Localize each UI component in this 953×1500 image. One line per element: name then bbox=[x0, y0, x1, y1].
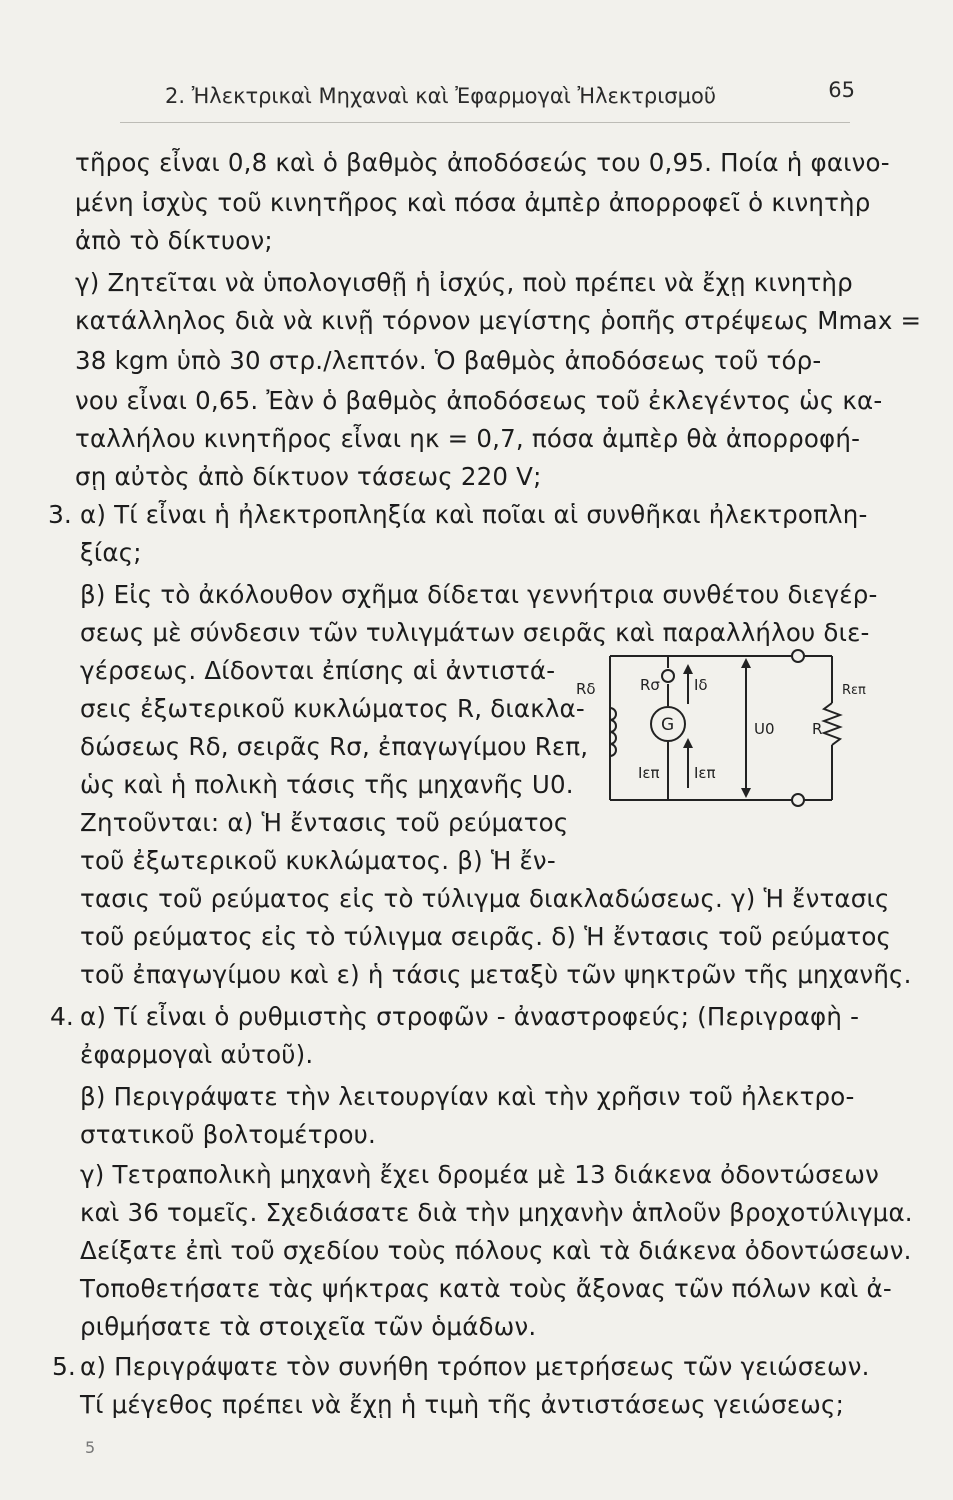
label-iep-2: Iεπ bbox=[694, 764, 716, 782]
text-line: στατικοῦ βολτομέτρου. bbox=[80, 1120, 377, 1149]
terminal-top bbox=[792, 650, 804, 662]
arrow-up-icon bbox=[683, 738, 693, 748]
text-line: 38 kgm ὑπὸ 30 στρ./λεπτόν. Ὁ βαθμὸς ἀποδόσεως τοῦ τόρ- bbox=[75, 346, 822, 375]
text-line: σῃ αὐτὸς ἀπὸ δίκτυον τάσεως 220 V; bbox=[75, 462, 542, 491]
label-r: R bbox=[812, 720, 823, 738]
text-line: ξίας; bbox=[80, 538, 142, 567]
text-line: β) Περιγράψατε τὴν λειτουργίαν καὶ τὴν χρῆσιν τοῦ ἠλεκτρο- bbox=[80, 1082, 855, 1111]
label-id: Iδ bbox=[694, 676, 708, 694]
text-line: α) Τί εἶναι ὁ ρυθμιστὴς στροφῶν - ἀναστροφεύς; (Περιγραφὴ - bbox=[80, 1002, 860, 1031]
text-line: Τί μέγεθος πρέπει νὰ ἔχῃ ἡ τιμὴ τῆς ἀντιστάσεως γειώσεως; bbox=[80, 1390, 845, 1419]
label-rep: Rεπ bbox=[842, 683, 866, 698]
text-line: ριθμήσατε τὰ στοιχεῖα τῶν ὁμάδων. bbox=[80, 1312, 537, 1341]
label-u0: U0 bbox=[754, 720, 775, 738]
arrow-up-icon bbox=[683, 664, 693, 674]
load-resistor bbox=[824, 703, 840, 745]
running-title: 2. Ἠλεκτρικαὶ Μηχαναὶ καὶ Ἐφαρμογαὶ Ἠλεκτρισμοῦ bbox=[165, 84, 716, 108]
generator-circuit-diagram bbox=[570, 638, 866, 818]
problem-number: 3. bbox=[48, 500, 72, 529]
label-iep: Iεπ bbox=[638, 764, 660, 782]
text-line: α) Τί εἶναι ἡ ἠλεκτροπληξία καὶ ποῖαι αἱ συνθῆκαι ἠλεκτροπλη- bbox=[80, 500, 868, 529]
text-line: ὡς καὶ ἡ πολικὴ τάσις τῆς μηχανῆς U0. bbox=[80, 770, 574, 799]
arrow-up-icon bbox=[741, 658, 751, 668]
terminal-bottom bbox=[792, 794, 804, 806]
text-line: γ) Ζητεῖται νὰ ὑπολογισθῇ ἡ ἰσχύς, ποὺ πρέπει νὰ ἔχῃ κινητὴρ bbox=[75, 268, 853, 297]
header-rule bbox=[120, 122, 850, 123]
text-line: ἀπὸ τὸ δίκτυον; bbox=[75, 226, 273, 255]
text-line: δώσεως Rδ, σειρᾶς Rσ, ἐπαγωγίμου Rεπ, bbox=[80, 732, 589, 761]
text-line: νου εἶναι 0,65. Ἐὰν ὁ βαθμὸς ἀποδόσεως τοῦ ἐκλεγέντος ὡς κα- bbox=[75, 386, 883, 415]
text-line: τοῦ ρεύματος εἰς τὸ τύλιγμα σειρᾶς. δ) Ἡ ἔντασις τοῦ ρεύματος bbox=[80, 922, 892, 951]
text-line: γέρσεως. Δίδονται ἐπίσης αἱ ἀντιστά- bbox=[80, 656, 556, 685]
running-header bbox=[165, 78, 855, 112]
text-line: κατάλληλος διὰ νὰ κινῇ τόρνον μεγίστης ῥοπῆς στρέψεως Mmax = bbox=[75, 306, 922, 335]
circuit-svg bbox=[570, 638, 866, 818]
problem-number: 4. bbox=[50, 1002, 74, 1031]
label-g: G bbox=[661, 715, 675, 735]
label-rs: Rσ bbox=[640, 676, 660, 694]
text-line: σεως μὲ σύνδεσιν τῶν τυλιγμάτων σειρᾶς καὶ παραλλήλου διε- bbox=[80, 618, 870, 647]
text-line: Ζητοῦνται: α) Ἡ ἔντασις τοῦ ρεύματος bbox=[80, 808, 569, 837]
text-line: σεις ἐξωτερικοῦ κυκλώματος R, διακλα- bbox=[80, 694, 585, 723]
text-line: τοῦ ἐξωτερικοῦ κυκλώματος. β) Ἡ ἔν- bbox=[80, 846, 556, 875]
text-line: γ) Τετραπολικὴ μηχανὴ ἔχει δρομέα μὲ 13 διάκενα ὀδοντώσεων bbox=[80, 1160, 880, 1189]
text-line: α) Περιγράψατε τὸν συνήθη τρόπον μετρήσεως τῶν γειώσεων. bbox=[80, 1352, 870, 1381]
arrow-down-icon bbox=[741, 788, 751, 798]
text-line: τοῦ ἐπαγωγίμου καὶ ε) ἡ τάσις μεταξὺ τῶν ψηκτρῶν τῆς μηχανῆς. bbox=[80, 960, 912, 989]
page-number: 65 bbox=[828, 78, 855, 102]
signature-mark: 5 bbox=[85, 1438, 96, 1457]
label-rd: Rδ bbox=[576, 680, 596, 698]
text-line: ἐφαρμογαὶ αὐτοῦ). bbox=[80, 1040, 314, 1069]
text-line: β) Εἰς τὸ ἀκόλουθον σχῆμα δίδεται γεννήτρια συνθέτου διεγέρ- bbox=[80, 580, 878, 609]
text-line: τασις τοῦ ρεύματος εἰς τὸ τύλιγμα διακλαδώσεως. γ) Ἡ ἔντασις bbox=[80, 884, 890, 913]
problem-number: 5. bbox=[52, 1352, 76, 1381]
text-line: τῆρος εἶναι 0,8 καὶ ὁ βαθμὸς ἀποδόσεώς του 0,95. Ποία ἡ φαινο- bbox=[75, 148, 890, 177]
series-coil bbox=[662, 670, 674, 682]
text-line: μένη ἰσχὺς τοῦ κινητῆρος καὶ πόσα ἀμπὲρ ἀπορροφεῖ ὁ κινητὴρ bbox=[75, 188, 871, 217]
text-line: Δείξατε ἐπὶ τοῦ σχεδίου τοὺς πόλους καὶ τὰ διάκενα ὀδοντώσεων. bbox=[80, 1236, 912, 1265]
text-line: καὶ 36 τομεῖς. Σχεδιάσατε διὰ τὴν μηχανὴν ἁπλοῦν βροχοτύλιγμα. bbox=[80, 1198, 913, 1227]
text-line: ταλλήλου κινητῆρος εἶναι ηκ = 0,7, πόσα ἀμπὲρ θὰ ἀπορροφή- bbox=[75, 424, 861, 453]
text-line: Τοποθετήσατε τὰς ψήκτρας κατὰ τοὺς ἄξονας τῶν πόλων καὶ ἀ- bbox=[80, 1274, 892, 1303]
